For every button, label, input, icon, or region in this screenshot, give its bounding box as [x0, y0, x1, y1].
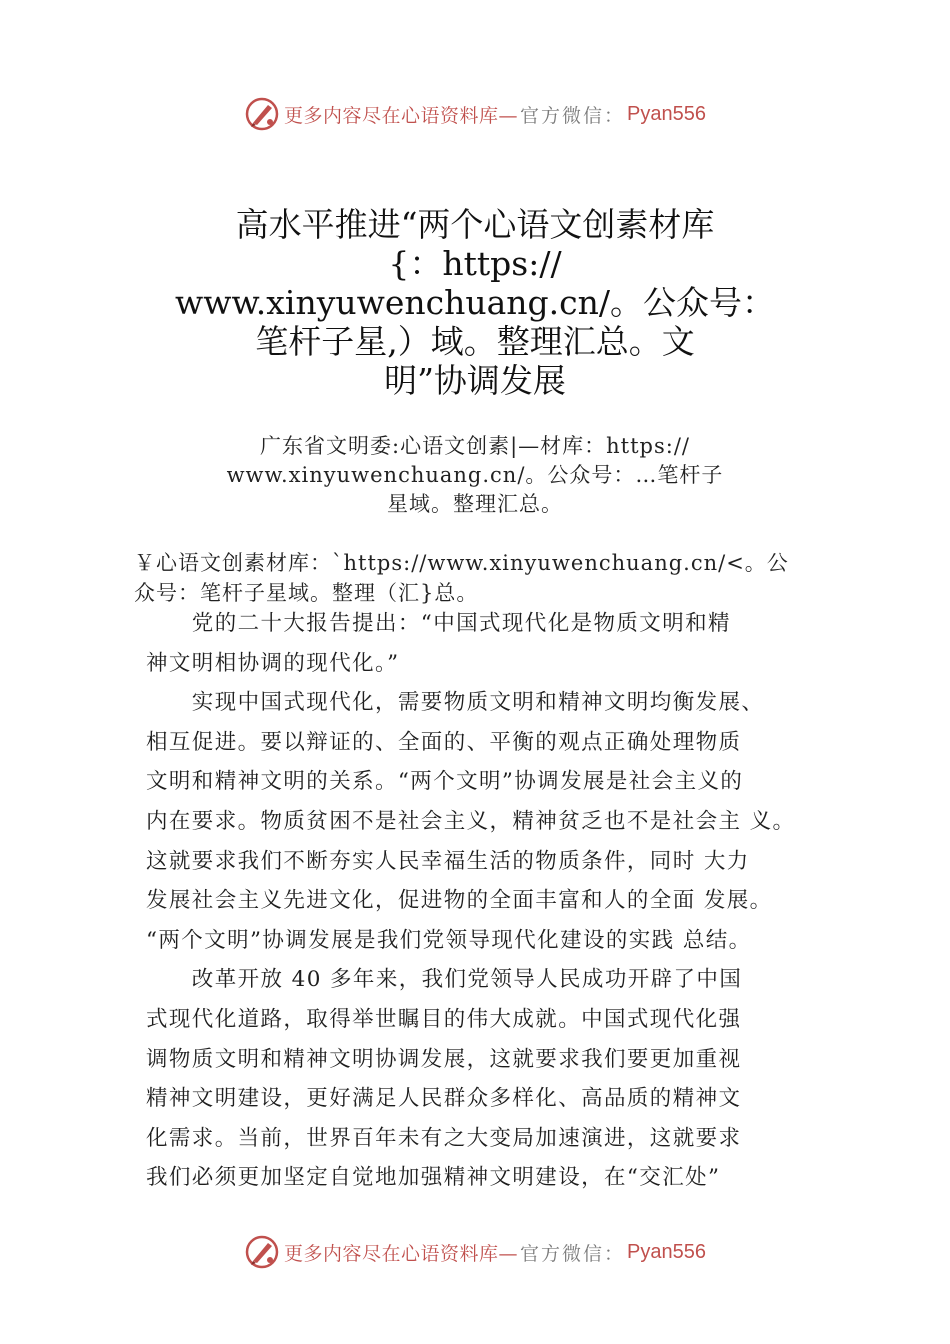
banner-promo-text: 更多内容尽在心语资料库—: [284, 104, 519, 127]
body-line: 相互促进。要以辩证的、全面的、平衡的观点正确处理物质: [146, 729, 742, 755]
source-note: [134, 548, 834, 608]
subtitle-line: www.xinyuwenchuang.cn/。公众号：…笔杆子: [226, 463, 724, 487]
source-line: ￥心语文创素材库：`https://www.xinyuwenchuang.cn/<。公: [134, 551, 789, 575]
body-line: 文明和精神文明的关系。“两个文明”协调发展是社会主义的: [146, 769, 744, 795]
header-banner: [0, 94, 950, 134]
source-line: 众号：笔杆子星域。整理（汇}总。: [134, 581, 479, 605]
logo-icon: [244, 96, 280, 132]
subtitle-line: 星域。整理汇总。: [387, 492, 563, 516]
body-line: 实现中国式现代化，需要物质文明和精神文明均衡发展、: [146, 690, 765, 716]
body-text: [146, 604, 836, 1198]
subtitle-line: 广东省文明委:心语文创素|—材库：https://: [260, 434, 690, 458]
body-line: 化需求。当前，世界百年未有之大变局加速演进，这就要求: [146, 1125, 742, 1151]
title-line: www.xinyuwenchuang.cn/。公众号：: [174, 283, 776, 322]
footer-banner: [0, 1232, 950, 1272]
title-line: 高水平推进“两个心语文创素材库: [235, 205, 715, 244]
body-line: 神文明相协调的现代化。”: [146, 650, 400, 676]
body-line: 党的二十大报告提出：“中国式现代化是物质文明和精: [146, 611, 731, 636]
banner-promo-text: 更多内容尽在心语资料库—: [284, 1242, 519, 1265]
body-line: 这就要求我们不断夯实人民幸福生活的物质条件，同时 大力: [146, 848, 750, 874]
body-line: 式现代化道路，取得举世瞩目的伟大成就。中国式现代化强: [146, 1006, 742, 1032]
document-title: [120, 205, 830, 400]
body-line: “两个文明”协调发展是我们党领导现代化建设的实践 总结。: [146, 927, 752, 953]
banner-wechat-label: 官方微信：: [520, 1242, 626, 1265]
banner-wechat-id: Pyan556: [627, 1240, 706, 1263]
body-line: 内在要求。物质贫困不是社会主义，精神贫乏也不是社会主 义。: [146, 808, 796, 834]
body-line: 调物质文明和精神文明协调发展，这就要求我们要更加重视: [146, 1046, 742, 1072]
title-line: {：https://: [388, 244, 562, 283]
banner-wechat-label: 官方微信：: [520, 104, 626, 127]
body-line: 我们必须更加坚定自觉地加强精神文明建设，在“交汇处”: [146, 1165, 721, 1191]
body-line: 精神文明建设，更好满足人民群众多样化、高品质的精神文: [146, 1086, 742, 1112]
body-line: 改革开放 40 多年来，我们党领导人民成功开辟了中国: [146, 967, 743, 993]
banner-wechat-id: Pyan556: [627, 102, 706, 125]
document-subtitle: [200, 432, 750, 519]
body-line: 发展社会主义先进文化，促进物的全面丰富和人的全面 发展。: [146, 888, 773, 914]
logo-icon: [244, 1234, 280, 1270]
title-line: 明”协调发展: [384, 361, 566, 400]
title-line: 笔杆子星,）域。整理汇总。文: [255, 322, 695, 361]
